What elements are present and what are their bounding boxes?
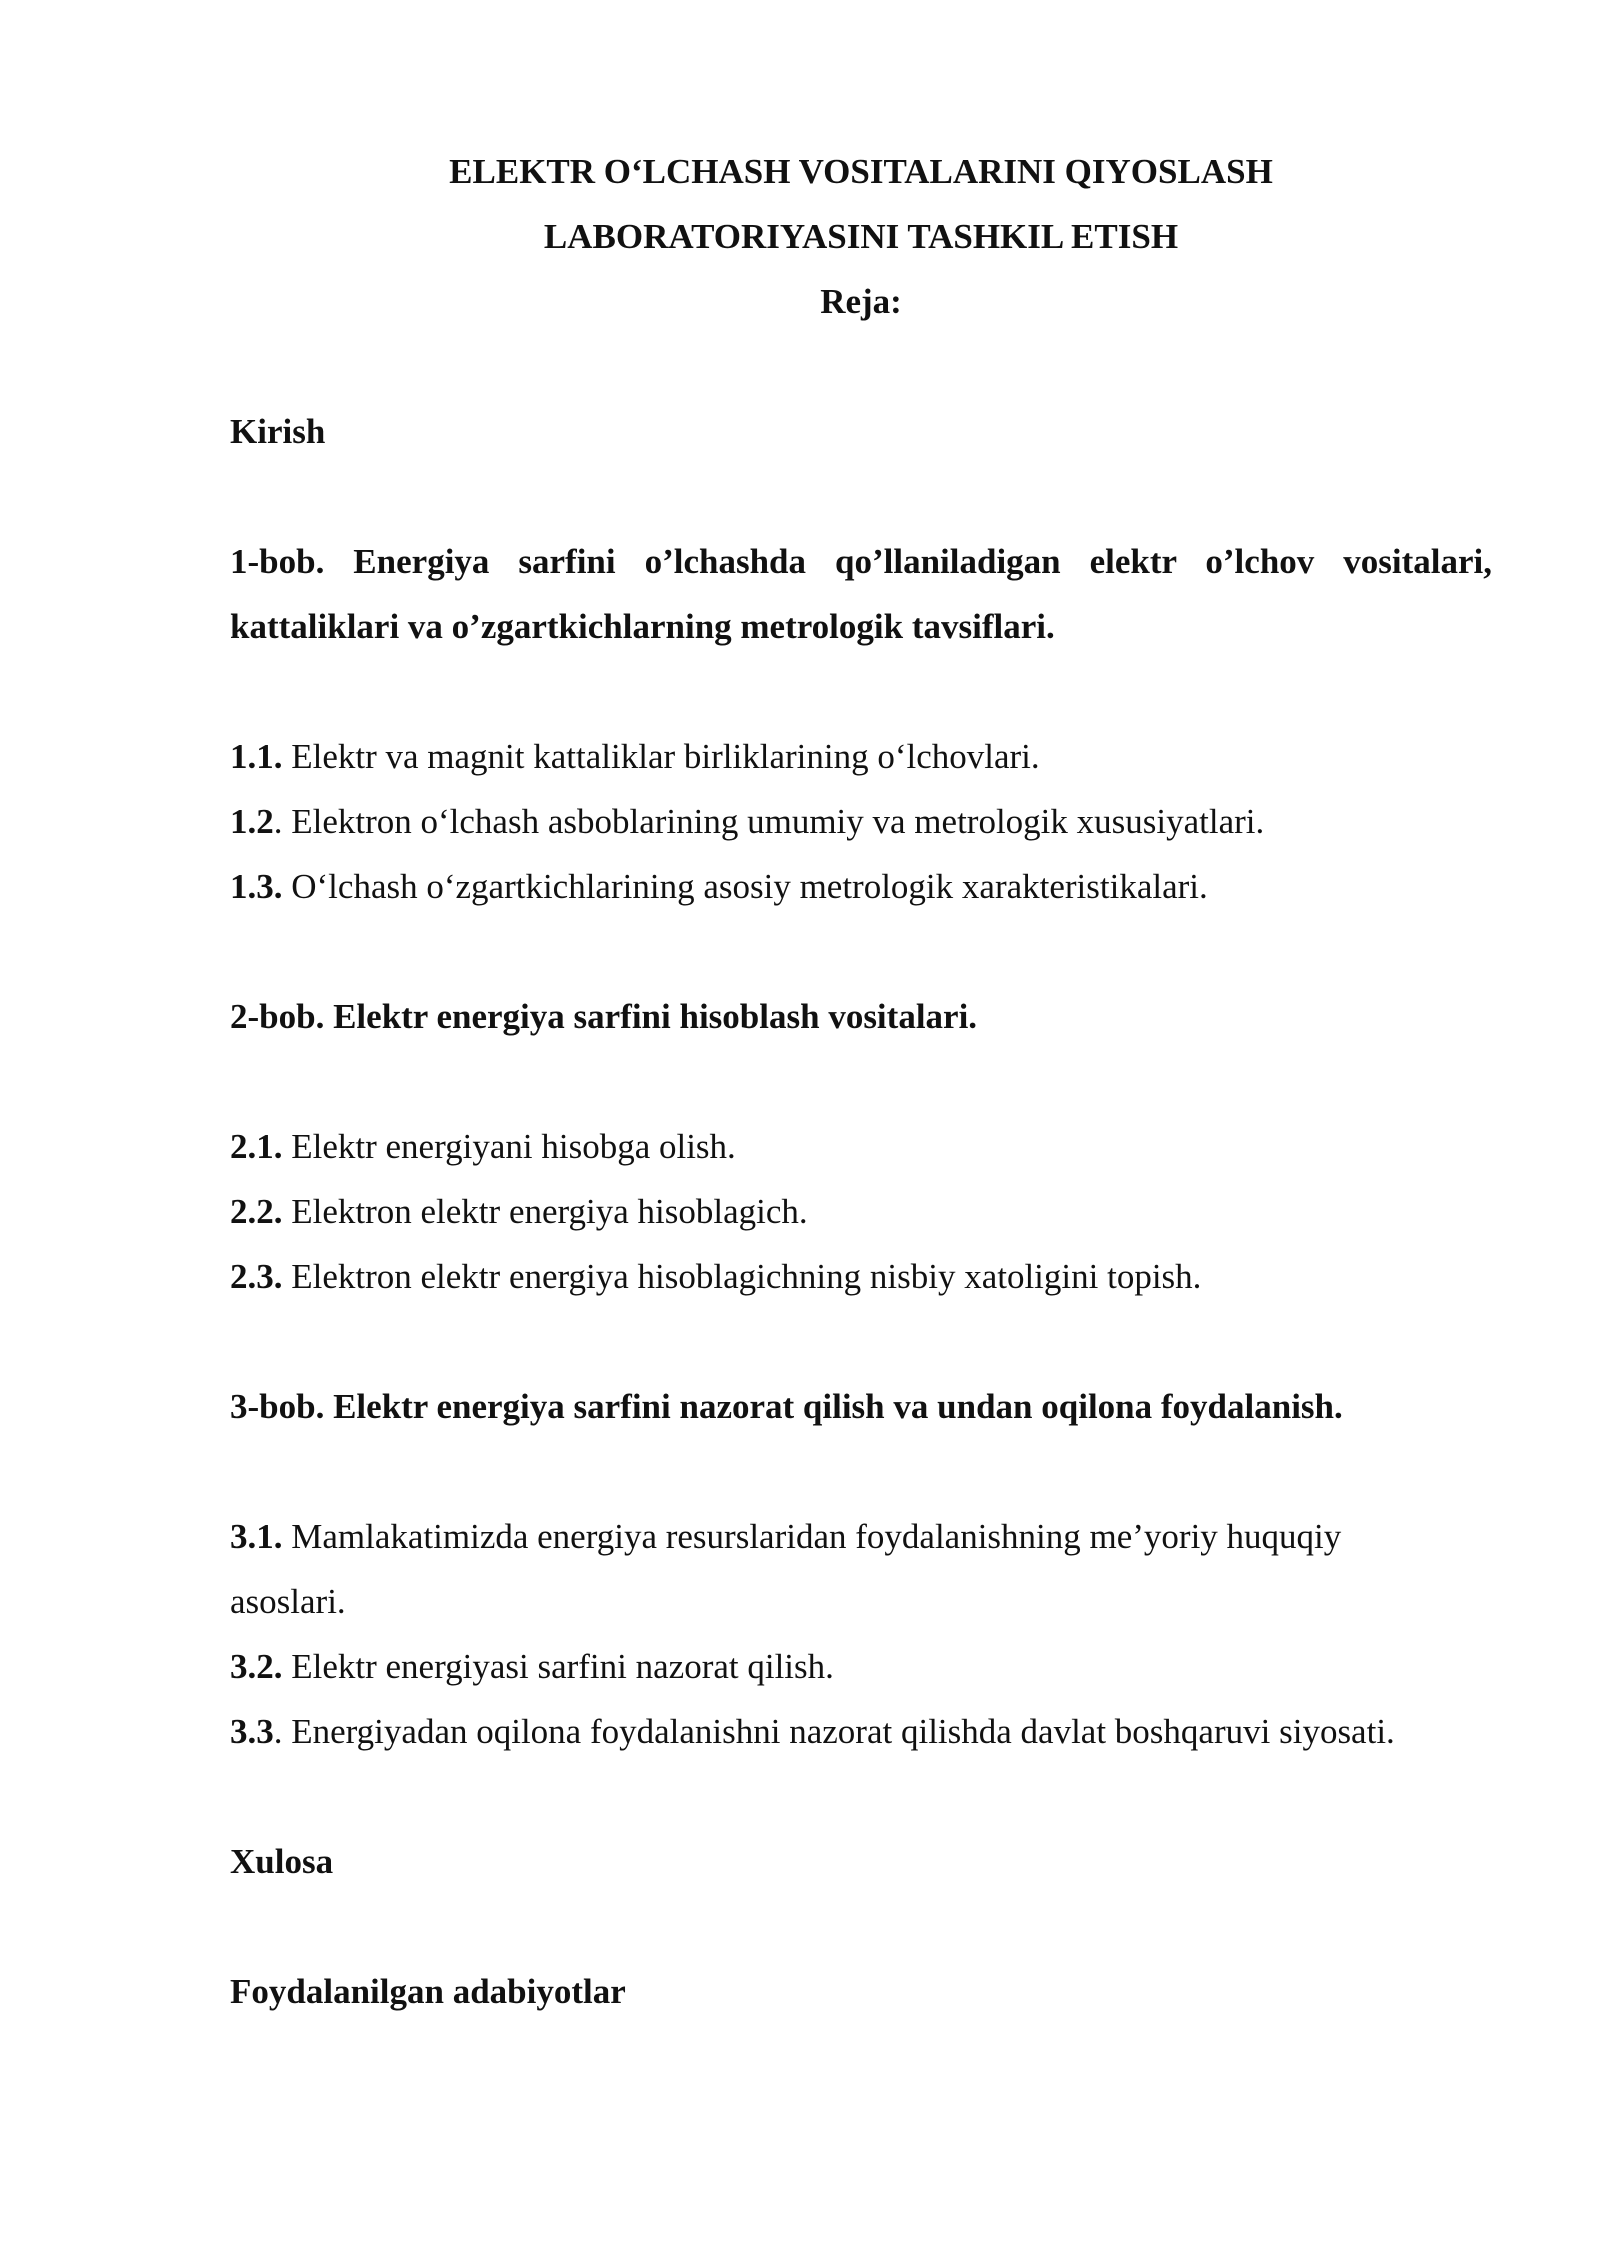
- document-title-line-1: ELEKTR O‘LCHASH VOSITALARINI QIYOSLASH: [449, 152, 1273, 191]
- section-2-2: [230, 1190, 1492, 1234]
- section-number: 1.3.: [230, 867, 283, 906]
- section-title: Elektr energiyasi sarfini nazorat qilish.: [282, 1647, 834, 1686]
- section-separator: .: [273, 1712, 283, 1751]
- section-3-1: [230, 1515, 1492, 1559]
- section-title: Elektr va magnit kattaliklar birliklarining o‘lchovlari.: [282, 737, 1040, 776]
- section-number: 1.2: [230, 802, 274, 841]
- chapter-2-heading: 2-bob. Elektr energiya sarfini hisoblash vositalari.: [230, 997, 978, 1036]
- plan-heading: Reja:: [820, 282, 902, 321]
- section-title: Elektr energiyani hisobga olish.: [282, 1127, 736, 1166]
- section-3-2: [230, 1645, 1492, 1689]
- section-title: Elektron elektr energiya hisoblagichning nisbiy xatoligini topish.: [282, 1257, 1202, 1296]
- chapter-1-heading-line-2: kattaliklari va o’zgartkichlarning metrologik tavsiflari.: [230, 607, 1055, 646]
- section-number: 3.1.: [230, 1517, 283, 1556]
- section-title: O‘lchash o‘zgartkichlarining asosiy metrologik xarakteristikalari.: [282, 867, 1208, 906]
- section-3-3: [230, 1710, 1492, 1754]
- section-number: 3.2.: [230, 1647, 283, 1686]
- section-number: 2.2.: [230, 1192, 283, 1231]
- section-title: Mamlakatimizda energiya resurslaridan foydalanishning me’yoriy huquqiy: [282, 1517, 1342, 1556]
- document-title-line-2: LABORATORIYASINI TASHKIL ETISH: [543, 217, 1179, 256]
- chapter-3-heading: 3-bob. Elektr energiya sarfini nazorat qilish va undan oqilona foydalanish.: [230, 1387, 1343, 1426]
- references-heading: Foydalanilgan adabiyotlar: [230, 1972, 626, 2011]
- intro-heading: Kirish: [230, 412, 326, 451]
- section-number: 1.1.: [230, 737, 283, 776]
- section-1-2: [230, 800, 1492, 844]
- section-2-3: [230, 1255, 1492, 1299]
- conclusion-heading: Xulosa: [230, 1842, 334, 1881]
- section-3-1-continuation: asoslari.: [230, 1582, 346, 1621]
- section-number: 2.1.: [230, 1127, 283, 1166]
- section-1-1: [230, 735, 1492, 779]
- section-title: Elektron elektr energiya hisoblagich.: [282, 1192, 808, 1231]
- section-number: 3.3: [230, 1712, 274, 1751]
- section-number: 2.3.: [230, 1257, 283, 1296]
- section-title: Elektron o‘lchash asboblarining umumiy va metrologik xususiyatlari.: [282, 802, 1265, 841]
- section-2-1: [230, 1125, 1492, 1169]
- section-1-3: [230, 865, 1492, 909]
- section-separator: .: [273, 802, 283, 841]
- section-title: Energiyadan oqilona foydalanishni nazorat qilishda davlat boshqaruvi siyosati.: [282, 1712, 1395, 1751]
- chapter-1-heading-line-1: 1-bob. Energiya sarfini o’lchashda qo’llaniladigan elektr o’lchov vositalari,: [230, 542, 1492, 581]
- document-page: [230, 0, 1492, 2262]
